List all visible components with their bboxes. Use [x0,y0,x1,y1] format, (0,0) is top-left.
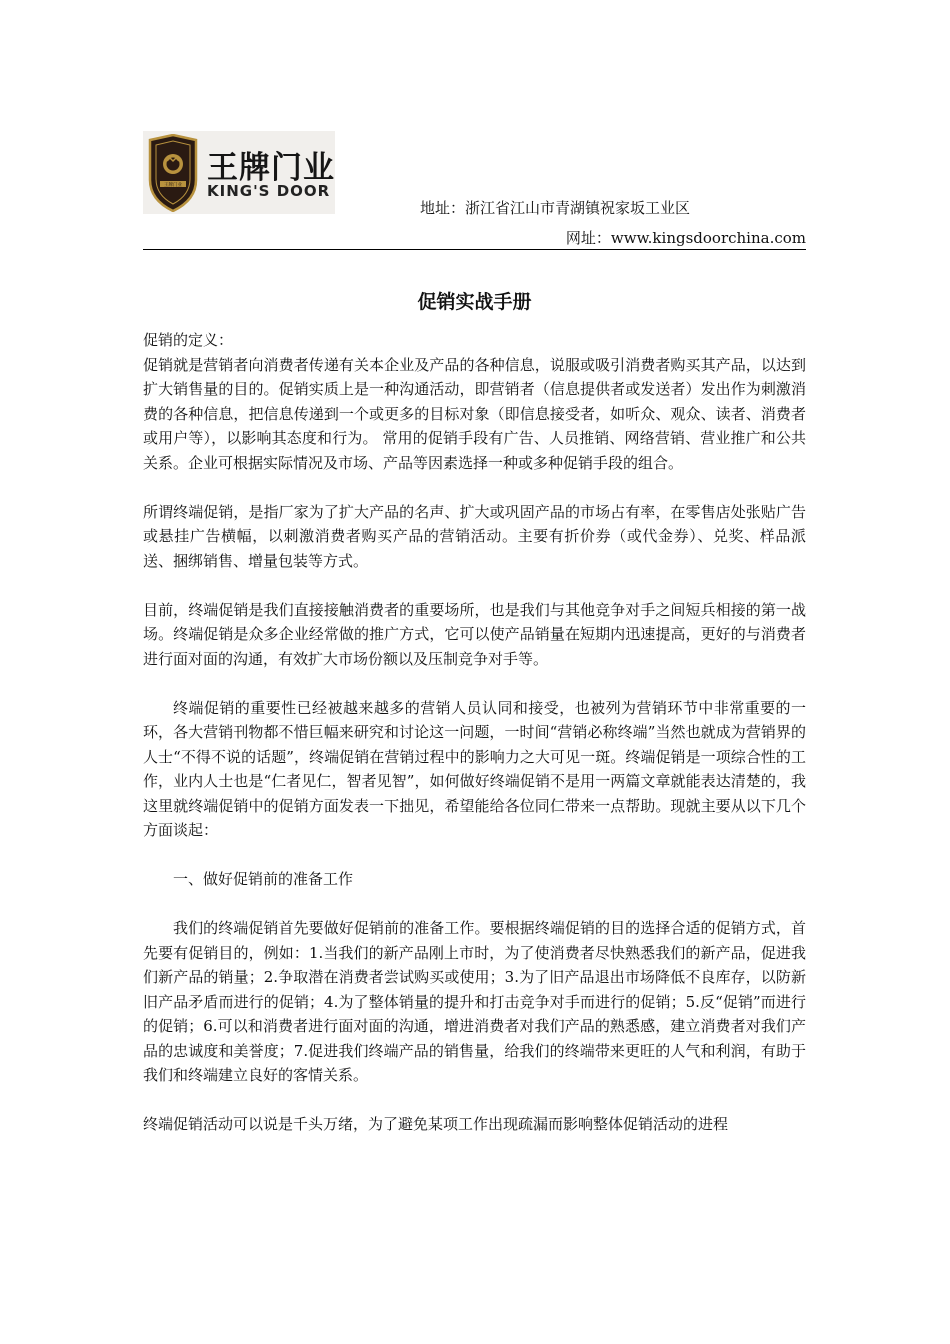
logo-badge-text: 王牌门业 [164,183,182,189]
paragraph-importance: 终端促销的重要性已经被越来越多的营销人员认同和接受，也被列为营销环节中非常重要的一环，各大营销刊物都不惜巨幅来研究和讨论这一问题，一时间“营销必称终端”当然也就成为营销界的人士“不得不说的话题”，终端促销在营销过程中的影响力之大可见一斑。终端促销是一项综合性的工作，业内人士也是“仁者见仁，智者见智”，如何做好终端促销不是用一两篇文章就能表达清楚的，我这里就终端促销中的促销方面发表一下拙见，希望能给各位同仁带来一点帮助。现就主要从以下几个方面谈起： [143,698,806,839]
logo-chinese-name: 王牌门业 [207,150,335,186]
company-website: 网址：www.kingsdoorchina.com [565,229,806,247]
section-heading-preparation: 一、做好促销前的准备工作 [173,870,354,888]
company-address: 地址：浙江省江山市青湖镇祝家坂工业区 [420,199,691,217]
shield-emblem-icon [146,134,200,212]
paragraph-terminal-promotion: 所谓终端促销，是指厂家为了扩大产品的名声、扩大或巩固产品的市场占有率，在零售店处张贴广告或悬挂广告横幅，以刺激消费者购买产品的营销活动。主要有折价券（或代金券）、兑奖、样品派送、捆绑销售、增量包装等方式。 [143,502,806,570]
company-logo [143,131,335,214]
definition-heading: 促销的定义： [143,331,234,349]
page-title: 促销实战手册 [417,291,532,313]
paragraph-activities: 终端促销活动可以说是千头万绪，为了避免某项工作出现疏漏而影响整体促销活动的进程 [143,1115,729,1133]
paragraph-preparation: 我们的终端促销首先要做好促销前的准备工作。要根据终端促销的目的选择合适的促销方式，首先要有促销目的，例如：1.当我们的新产品刚上市时，为了使消费者尽快熟悉我们的新产品，促进我们新产品的销量；2.争取潜在消费者尝试购买或使用；3.为了旧产品退出市场降低不良库存，以防新旧产品矛盾而进行的促销；4.为了整体销量的提升和打击竞争对手而进行的促销；5.反“促销”而进行的促销；6.可以和消费者进行面对面的沟通，增进消费者对我们产品的熟悉感，建立消费者对我们产品的忠诚度和美誉度；7.促进我们终端产品的销售量，给我们的终端带来更旺的人气和利润，有助于我们和终端建立良好的客情关系。 [143,919,806,1084]
paragraph-current-situation: 目前，终端促销是我们直接接触消费者的重要场所，也是我们与其他竞争对手之间短兵相接的第一战场。终端促销是众多企业经常做的推广方式，它可以使产品销量在短期内迅速提高，更好的与消费者进行面对面的沟通，有效扩大市场份额以及压制竞争对手等。 [143,600,806,668]
logo-english-name: KING'S DOOR [207,182,331,200]
header-divider [143,249,806,250]
paragraph-definition: 促销就是营销者向消费者传递有关本企业及产品的各种信息，说服或吸引消费者购买其产品，以达到扩大销售量的目的。促销实质上是一种沟通活动，即营销者（信息提供者或发送者）发出作为刺激消费的各种信息，把信息传递到一个或更多的目标对象（即信息接受者，如听众、观众、读者、消费者或用户等），以影响其态度和行为。 常用的促销手段有广告、人员推销、网络营销、营业推广和公共关系。企业可根据实际情况及市场、产品等因素选择一种或多种促销手段的组合。 [143,355,806,472]
document-body [143,328,806,1137]
